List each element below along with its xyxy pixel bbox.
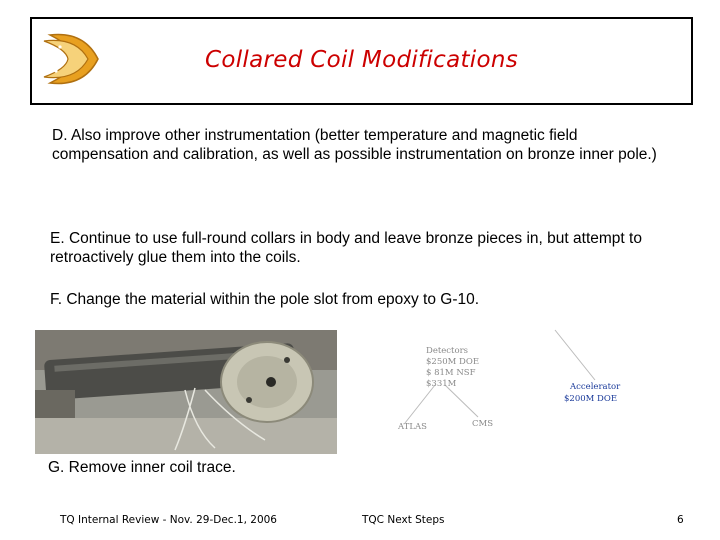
- item-f-text: F. Change the material within the pole slot from epoxy to G-10.: [50, 291, 480, 308]
- title-box: [30, 17, 693, 105]
- funding-diagram: [380, 325, 630, 435]
- detectors-doe: $250M DOE: [426, 357, 480, 367]
- page-number: 6: [677, 514, 684, 526]
- item-d-text: D. Also improve other instrumentation (better temperature and magnetic field compensation and calibration, as well as possible instrumentation on bronze inner pole.): [52, 127, 657, 163]
- item-g-text: G. Remove inner coil trace.: [48, 459, 236, 476]
- atlas-label: ATLAS: [398, 422, 427, 432]
- accelerator-label: Accelerator: [570, 382, 621, 392]
- cms-label: CMS: [472, 419, 494, 429]
- accelerator-doe: $200M DOE: [564, 394, 618, 404]
- detectors-nsf: $ 81M NSF: [426, 368, 476, 378]
- slide-title: Collared Coil Modifications: [204, 47, 519, 73]
- footer-event: TQ Internal Review - Nov. 29-Dec.1, 2006: [60, 514, 277, 526]
- detectors-label: Detectors: [426, 346, 469, 356]
- footer-title: TQC Next Steps: [362, 514, 445, 526]
- item-e-text: E. Continue to use full-round collars in body and leave bronze pieces in, but attempt to retroactively glue them into the coils.: [50, 230, 642, 266]
- detectors-total: $331M: [426, 379, 457, 389]
- collared-coil-photo: [35, 330, 337, 454]
